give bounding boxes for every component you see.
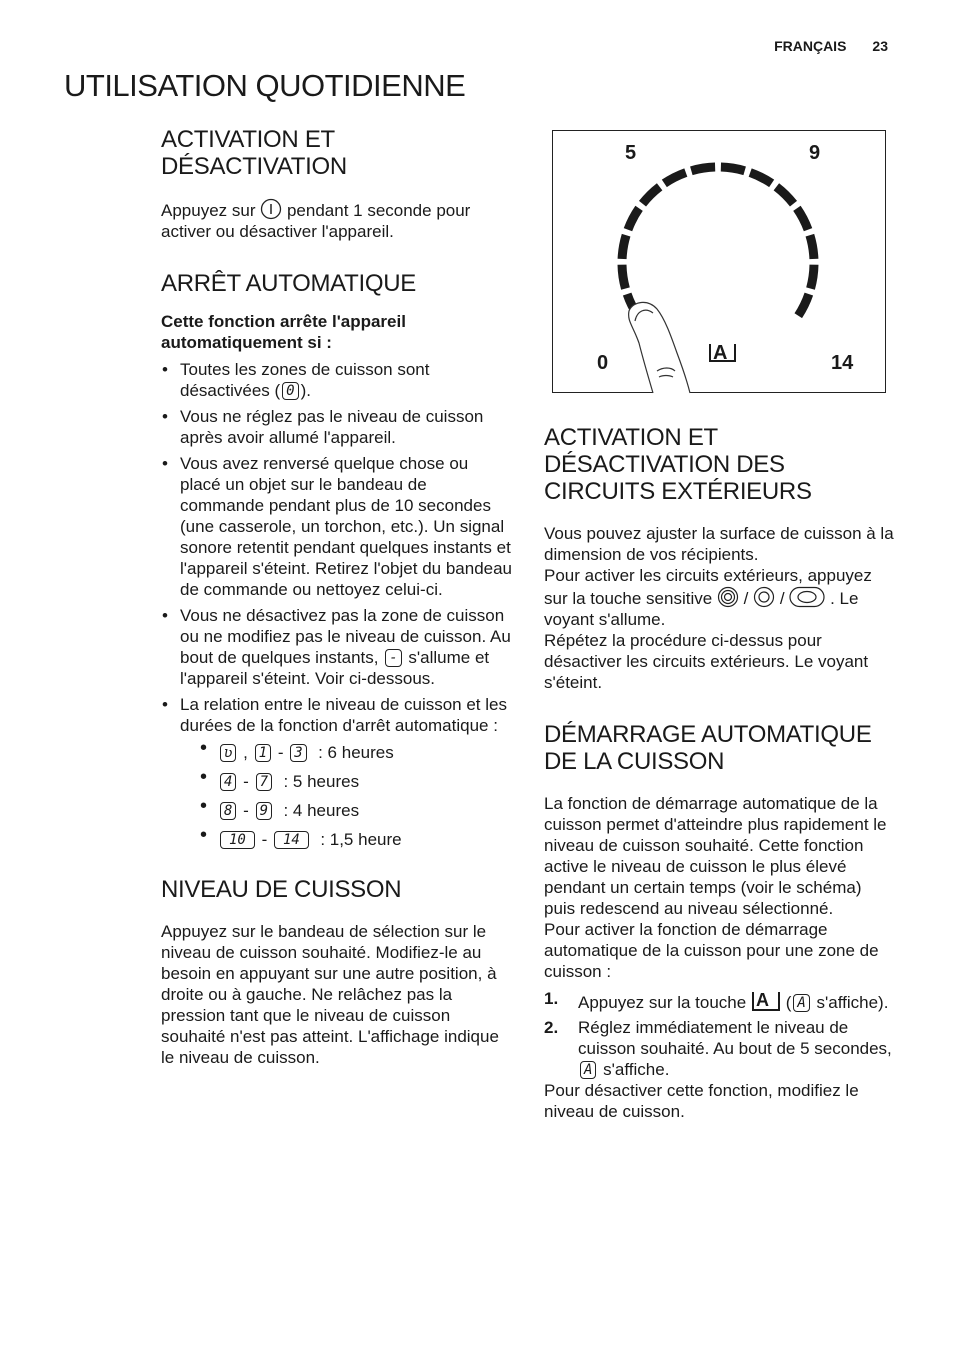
dial-tick — [810, 235, 814, 259]
finger-icon — [629, 302, 690, 393]
power-icon — [260, 198, 282, 220]
auto-start-steps — [544, 988, 896, 1080]
auto-start-p3: Pour désactiver cette fonction, modifiez le niveau de cuisson. — [544, 1081, 859, 1121]
activation-paragraph: Appuyez sur pendant 1 seconde pour activer ou désactiver l'appareil. — [161, 198, 513, 242]
step-item: 2. Réglez immédiatement le niveau de cuisson souhaité. Au bout de 5 secondes, A s'affiche. — [544, 1018, 892, 1079]
list-item: • Vous ne réglez pas le niveau de cuisson après avoir allumé l'appareil. — [161, 406, 513, 448]
duration-list — [199, 742, 513, 850]
duration-item: • 10 - 14 : 1,5 heure — [199, 829, 513, 850]
step-item: 1. Appuyez sur la touche A ( A s'affiche). — [544, 989, 889, 1012]
dial-tick — [643, 187, 660, 204]
dial-tick — [628, 208, 639, 229]
list-item: • Vous ne désactivez pas la zone de cuisson ou ne modifiez pas le niveau de cuisson. Au bout de quelques instants, - s'allume et l'appareil s'éteint. Voir ci-dessous. — [161, 605, 513, 689]
oval-circuit-icon — [789, 586, 825, 608]
dial-label-9: 9 — [809, 142, 821, 164]
dial-tick — [797, 208, 808, 229]
dial-tick — [721, 167, 745, 171]
section-title-outer-circuits: ACTIVATION ET DÉSACTIVATION DES CIRCUITS EXTÉRIEURS — [544, 424, 812, 505]
dial-drawing — [553, 131, 887, 394]
dial-label-5: 5 — [625, 142, 637, 164]
auto-start-p1: La fonction de démarrage automatique de la cuisson permet d'atteindre plus rapidement le niveau de cuisson souhaité. Cette fonction active le niveau de cuisson le plus élevé pendant un certain temps (voir le schéma) puis redescend au niveau sélectionné. — [544, 794, 887, 918]
dial-tick — [811, 265, 814, 289]
svg-text:A: A — [755, 990, 769, 1010]
dial-illustration — [552, 130, 886, 393]
page-number: 23 — [872, 38, 888, 54]
section-title-cooking-level: NIVEAU DE CUISSON — [161, 876, 402, 903]
right-column — [544, 424, 896, 1122]
outer-circuits-p1: Vous pouvez ajuster la surface de cuisson à la dimension de vos récipients. — [544, 524, 894, 564]
auto-start-p2: Pour activer la fonction de démarrage automatique de la cuisson pour une zone de cuisson : — [544, 920, 879, 981]
language-label: FRANÇAIS — [774, 38, 847, 54]
dial-ticks — [622, 167, 814, 316]
section-title-auto-off: ARRÊT AUTOMATIQUE — [161, 270, 416, 297]
auto-boil-icon — [710, 342, 735, 364]
dial-tick — [750, 173, 771, 184]
dial-tick — [622, 265, 625, 289]
auto-off-intro: Cette fonction arrête l'appareil automatiquement si : — [161, 312, 406, 352]
dial-label-14: 14 — [831, 352, 854, 374]
dial-tick — [622, 235, 626, 259]
page-header — [774, 38, 888, 54]
duration-item: • 8 - 9 : 4 heures — [199, 800, 513, 821]
page-title: UTILISATION QUOTIDIENNE — [64, 68, 466, 103]
list-item: • Vous avez renversé quelque chose ou placé un objet sur le bandeau de commande pendant plus de 10 secondes (une casserole, un torchon, etc.). Un signal sonore retentit pendant quelques instants et l'appareil s'éteint. Retirez l'objet du bandeau de commande ou nettoyez celui-ci. — [161, 453, 513, 600]
duration-item: • 4 - 7 : 5 heures — [199, 771, 513, 792]
display-a-icon: A — [580, 1061, 596, 1079]
cooking-level-paragraph: Appuyez sur le bandeau de sélection sur le niveau de cuisson souhaité. Modifiez-le au besoin en appuyant sur une autre position, à droite ou à gauche. Ne relâchez pas la pression tant que le niveau de cuisson souhaité n'est pas atteint. L'affichage indique le niveau de cuisson. — [161, 922, 499, 1067]
outer-circuits-p2: Pour activer les circuits extérieurs, appuyez sur la touche sensitive / / . Le voyant s'allume. — [544, 566, 872, 629]
display-dash-icon: - — [385, 649, 401, 667]
auto-boil-key-icon — [751, 988, 781, 1012]
double-circuit-icon — [717, 586, 739, 608]
left-column — [161, 126, 513, 1068]
section-title-auto-start: DÉMARRAGE AUTOMATIQUE DE LA CUISSON — [544, 721, 872, 775]
list-item: • Toutes les zones de cuisson sont désactivées ( 0 ). — [161, 359, 513, 401]
section-title-activation: ACTIVATION ET DÉSACTIVATION — [161, 126, 347, 180]
dial-tick — [691, 167, 715, 171]
outer-circuits-p3: Répétez la procédure ci-dessus pour désactiver les circuits extérieurs. Le voyant s'éteint. — [544, 631, 869, 692]
list-item: • La relation entre le niveau de cuisson et les durées de la fonction d'arrêt automatique : • ʋ , 1 - 3 : 6 heures • 4 - 7 : 5 heures • 8 - 9 : 4 heures • 10 - 14 : 1,5 heure — [161, 694, 513, 850]
dial-tick — [798, 294, 809, 316]
circuit-icon — [753, 586, 775, 608]
dial-tick — [664, 173, 685, 184]
display-zero-icon: 0 — [282, 382, 298, 400]
display-a-icon: A — [793, 994, 809, 1012]
dial-label-0: 0 — [597, 352, 609, 374]
auto-off-list — [161, 359, 513, 850]
svg-text:A: A — [713, 342, 728, 364]
dial-tick — [776, 187, 793, 204]
duration-item: • ʋ , 1 - 3 : 6 heures — [199, 742, 513, 763]
